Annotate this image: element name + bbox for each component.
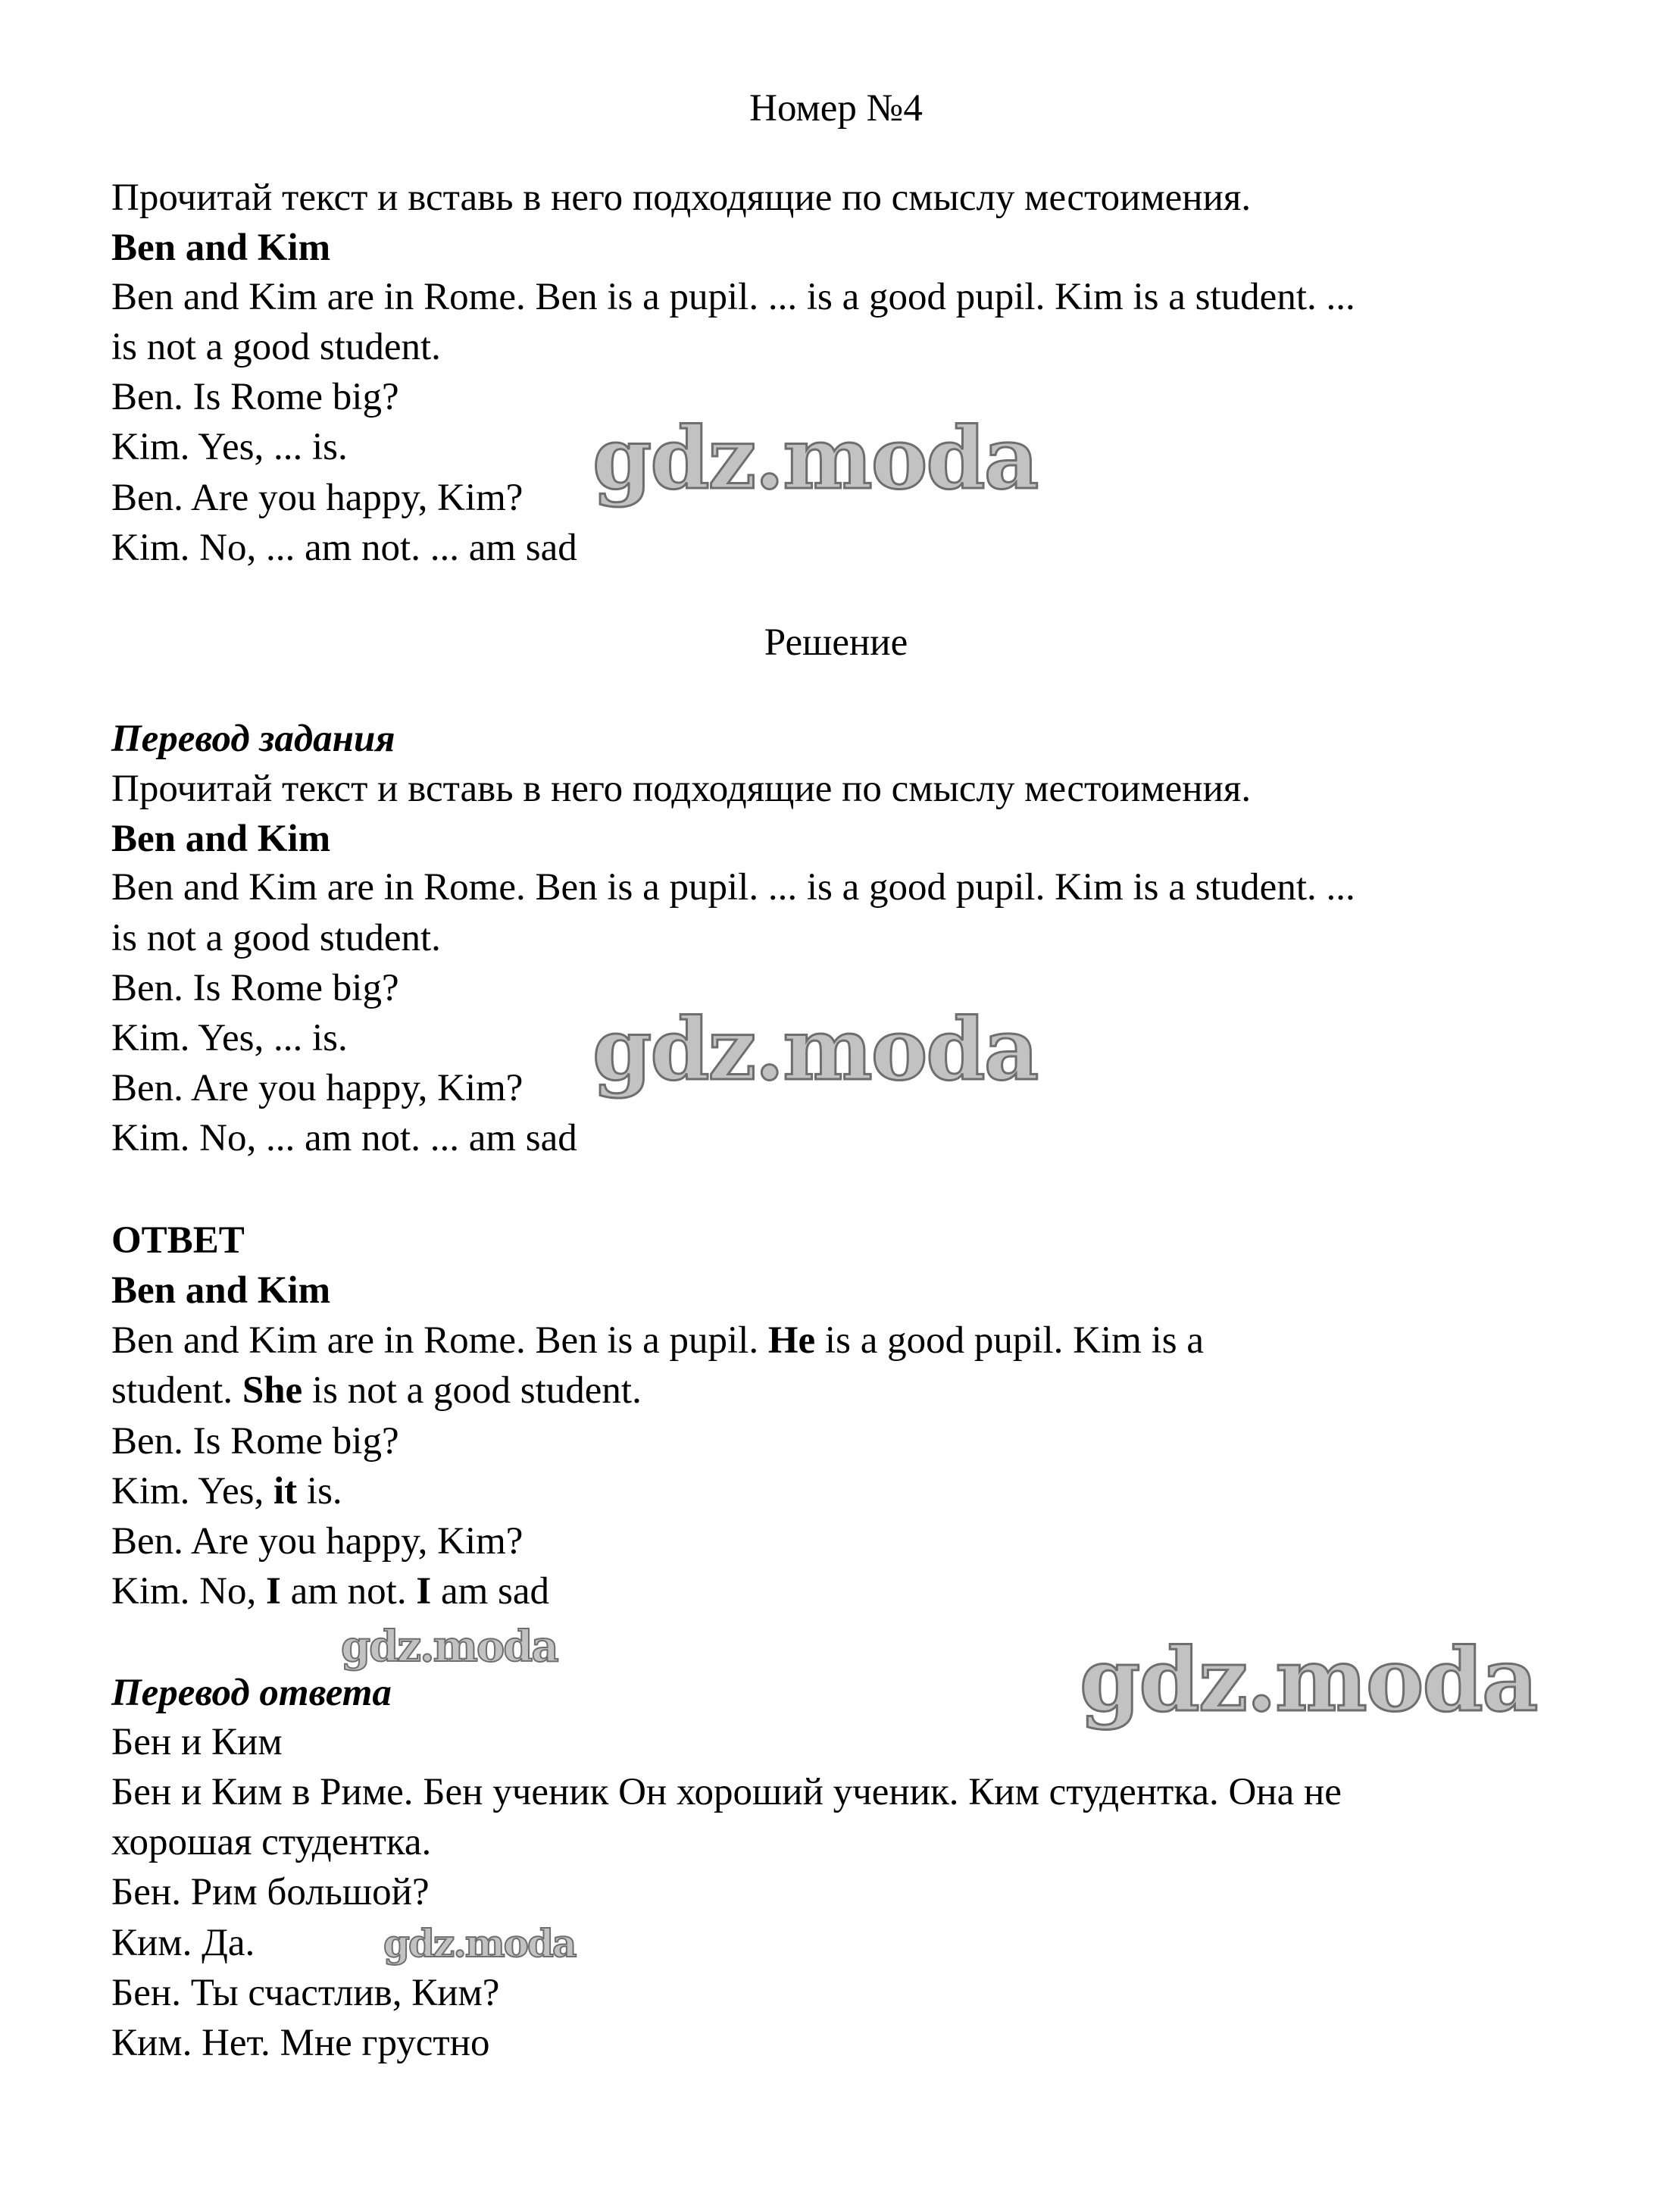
task-line: is not a good student. xyxy=(111,326,441,368)
text: is. xyxy=(297,1470,342,1513)
answer-translation-line: Бен. Ты счастлив, Ким? xyxy=(111,1972,500,2014)
answer-line xyxy=(111,1316,1204,1366)
translation-line: Kim. No, ... am not. ... am sad xyxy=(111,1117,577,1159)
answer-line xyxy=(111,1466,342,1516)
text: is a good pupil. Kim is a xyxy=(815,1319,1204,1362)
answer-word: He xyxy=(767,1319,816,1362)
translation-line: Ben and Kim are in Rome. Ben is a pupil. ... is a good pupil. Kim is a student. ... xyxy=(111,866,1355,909)
answer-translation-line: Бен и Ким в Риме. Бен ученик Он хороший ученик. Ким студентка. Она не xyxy=(111,1771,1342,1813)
answer-translation-line: Ким. Да. xyxy=(111,1922,255,1964)
answer-word: it xyxy=(273,1470,298,1513)
answer-line: Ben. Are you happy, Kim? xyxy=(111,1520,523,1563)
answer-translation-line: Бен. Рим большой? xyxy=(111,1871,430,1913)
task-instruction: Прочитай текст и вставь в него подходящие по смыслу местоимения. xyxy=(111,177,1252,219)
task-heading: Ben and Kim xyxy=(111,227,331,269)
text: Kim. No, xyxy=(111,1570,266,1613)
translation-line: Ben. Is Rome big? xyxy=(111,967,399,1009)
answer-translation-line: хорошая студентка. xyxy=(111,1821,432,1863)
translation-subheading: Ben and Kim xyxy=(111,818,331,860)
translation-line: Kim. Yes, ... is. xyxy=(111,1017,348,1059)
solution-label: Решение xyxy=(764,621,908,664)
answer-word: I xyxy=(416,1570,432,1613)
answer-heading: ОТВЕТ xyxy=(111,1219,245,1262)
answer-line xyxy=(111,1566,549,1616)
task-line: Ben. Is Rome big? xyxy=(111,376,399,418)
task-line: Kim. Yes, ... is. xyxy=(111,426,348,468)
page-title: Номер №4 xyxy=(749,87,923,130)
task-line: Ben. Are you happy, Kim? xyxy=(111,477,523,519)
answer-line xyxy=(111,1366,642,1416)
text: is not a good student. xyxy=(302,1369,642,1412)
task-line: Kim. No, ... am not. ... am sad xyxy=(111,527,577,569)
text: Ben and Kim are in Rome. Ben is a pupil. xyxy=(111,1319,768,1362)
text: Kim. Yes, xyxy=(111,1470,273,1513)
answer-word: I xyxy=(266,1570,281,1613)
watermark-logo: gdz.moda xyxy=(1080,1629,1537,1732)
answer-translation-line: Ким. Нет. Мне грустно xyxy=(111,2022,490,2064)
text: am not. xyxy=(280,1570,417,1613)
watermark-logo: gdz.moda xyxy=(383,1921,576,1966)
watermark-logo: gdz.moda xyxy=(592,409,1038,508)
text: student. xyxy=(111,1369,242,1412)
translation-heading: Перевод задания xyxy=(111,718,395,760)
answer-translation-heading: Перевод ответа xyxy=(111,1672,392,1714)
answer-line: Ben. Is Rome big? xyxy=(111,1420,399,1463)
text: am sad xyxy=(431,1570,549,1613)
answer-translation-line: Бен и Ким xyxy=(111,1721,283,1763)
task-line: Ben and Kim are in Rome. Ben is a pupil. ... is a good pupil. Kim is a student. ... xyxy=(111,276,1355,318)
translation-line: Ben. Are you happy, Kim? xyxy=(111,1067,523,1109)
watermark-logo: gdz.moda xyxy=(341,1622,558,1672)
watermark-logo: gdz.moda xyxy=(592,1000,1038,1100)
translation-instruction: Прочитай текст и вставь в него подходящие по смыслу местоимения. xyxy=(111,768,1252,810)
translation-line: is not a good student. xyxy=(111,917,441,959)
answer-word: She xyxy=(242,1369,303,1412)
answer-subheading: Ben and Kim xyxy=(111,1269,331,1312)
